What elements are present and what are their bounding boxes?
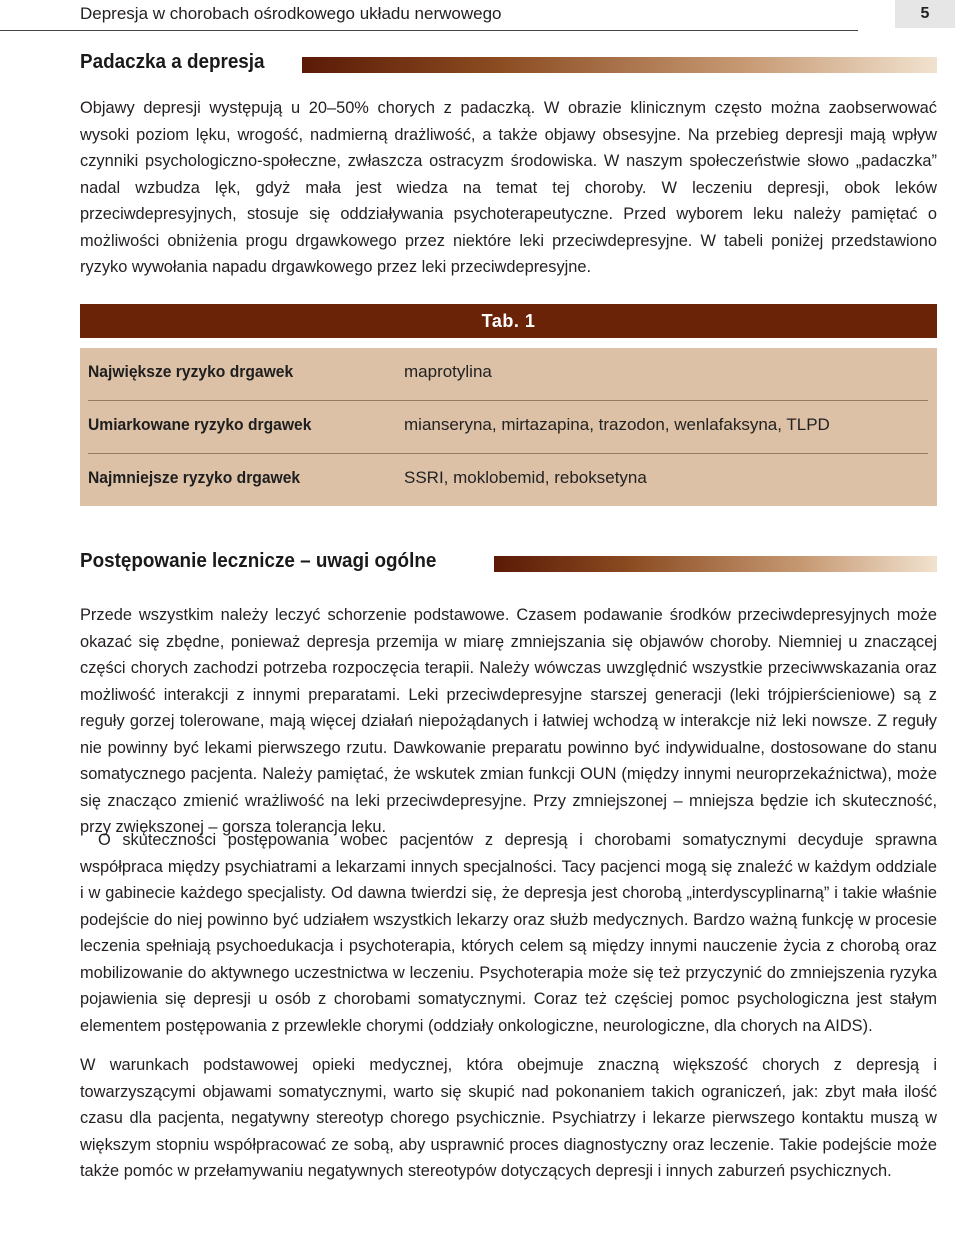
paragraph-postepowanie-3: W warunkach podstawowej opieki medycznej, która obejmuje znaczną większość chorych z depresją i towarzyszącymi objawami somatycznymi, warto się skupić nad pokonaniem takich ograniczeń, jak: zbyt mała ilość czasu dla pacjenta, negatywny stereotyp chorego psychicznie. Psychiatrzy i lekarze pierwszego kontaktu muszą w większym stopniu współpracować ze sobą, aby usprawnić proces diagnostyczny oraz leczenie. Takie podejście może także pomóc w przełamywaniu negatywnych stereotypów dotyczących depresji i innych zaburzeń psychicznych. <box>80 1056 937 1180</box>
section-title-bar <box>494 556 937 572</box>
paragraph-postepowanie-1: Przede wszystkim należy leczyć schorzenie podstawowe. Czasem podawanie środków przeciwdepresyjnych może okazać się zbędne, ponieważ depresja przemija w miarę zmniejszania się objawów choroby. Niemniej u znaczącej części chorych zachodzi potrzeba rozpoczęcia terapii. Należy wówczas uwzględnić wszystkie przeciwwskazania oraz możliwość interakcji z innymi preparatami. Leki przeciwdepresyjne starszej generacji (leki trójpierścieniowe) są z reguły gorzej tolerowane, mają więcej działań niepożądanych i łatwiej wchodzą w interakcje niż leki nowsze. Z reguły nie powinny być lekami pierwszego rzutu. Dawkowanie preparatu powinno być indywidualne, dostosowane do stanu somatycznego pacjenta. Należy pamiętać, że wskutek zmian funkcji OUN (między innymi neuroprzekaźnictwa), może się znacząco zmienić wrażliwość na leki przeciwdepresyjne. Przy zmniejszonej – mniejsza będzie ich skuteczność, przy zwiększonej – gorsza tolerancja leku. <box>80 606 937 836</box>
running-title: Depresja w chorobach ośrodkowego układu nerwowego <box>80 4 502 23</box>
paragraph-padaczka: Objawy depresji występują u 20–50% chorych z padaczką. W obrazie klinicznym często można zaobserwować wysoki poziom lęku, wrogość, nadmierną drażliwość, a także objawy obsesyjne. Na przebieg depresji mają wpływ czynniki psychologiczno-społeczne, zwłaszcza ostracyzm środowiska. W naszym społeczeństwie słowo „padaczka” nadal wzbudza lęk, gdyż mała jest wiedza na temat tej choroby. W leczeniu depresji, obok leków przeciwdepresyjnych, stosuje się oddziaływania psychoterapeutyczne. Przed wyborem leku należy pamiętać o możliwości obniżenia progu drgawkowego przez niektóre leki przeciwdepresyjne. W tabeli poniżej przedstawiono ryzyko wywołania napadu drgawkowego przez leki przeciwdepresyjne. <box>80 99 937 276</box>
section-title-bar <box>302 57 937 73</box>
row-value: mianseryna, mirtazapina, trazodon, wenlafaksyna, TLPD <box>404 415 830 434</box>
paragraph-postepowanie-2: O skuteczności postępowania wobec pacjentów z depresją i chorobami somatycznymi decyduje sprawna współpraca między psychiatrami a lekarzami innych specjalności. Tacy pacjenci mogą się znaleźć w każdym oddziale i w gabinecie każdego specjalisty. Od dawna twierdzi się, że depresja jest chorobą „interdyscyplinarną” i takie właśnie podejście do niej powinno być udziałem wszystkich lekarzy oraz służb medycznych. Bardzo ważną funkcję w procesie leczenia spełniają psychoedukacja i psychoterapia, których celem są między innymi nauczenie życia z chorobą oraz mobilizowanie do aktywnego uczestnictwa w leczeniu. Psychoterapia może się też przyczynić do zmniejszenia ryzyka pojawienia się depresji u osób z chorobami somatycznymi. Coraz też częściej pomoc psychologiczna jest stałym elementem postępowania z przewlekle chorymi (oddziały onkologiczne, neurologiczne, dla chorych na AIDS). <box>80 831 937 1035</box>
page-number: 5 <box>895 0 955 28</box>
table-row <box>80 348 937 400</box>
row-label: Największe ryzyko drgawek <box>88 362 294 381</box>
table-row <box>80 454 937 506</box>
row-label: Umiarkowane ryzyko drgawek <box>88 415 312 434</box>
table-caption: Tab. 1 <box>80 304 937 338</box>
header-rule <box>0 30 858 31</box>
row-value: SSRI, moklobemid, reboksetyna <box>404 468 647 487</box>
row-value: maprotylina <box>404 362 492 381</box>
risk-table <box>80 348 937 506</box>
row-label: Najmniejsze ryzyko drgawek <box>88 468 301 487</box>
section-title-padaczka: Padaczka a depresja <box>80 50 265 73</box>
section-title-postepowanie: Postępowanie lecznicze – uwagi ogólne <box>80 549 437 572</box>
table-row <box>80 401 937 453</box>
